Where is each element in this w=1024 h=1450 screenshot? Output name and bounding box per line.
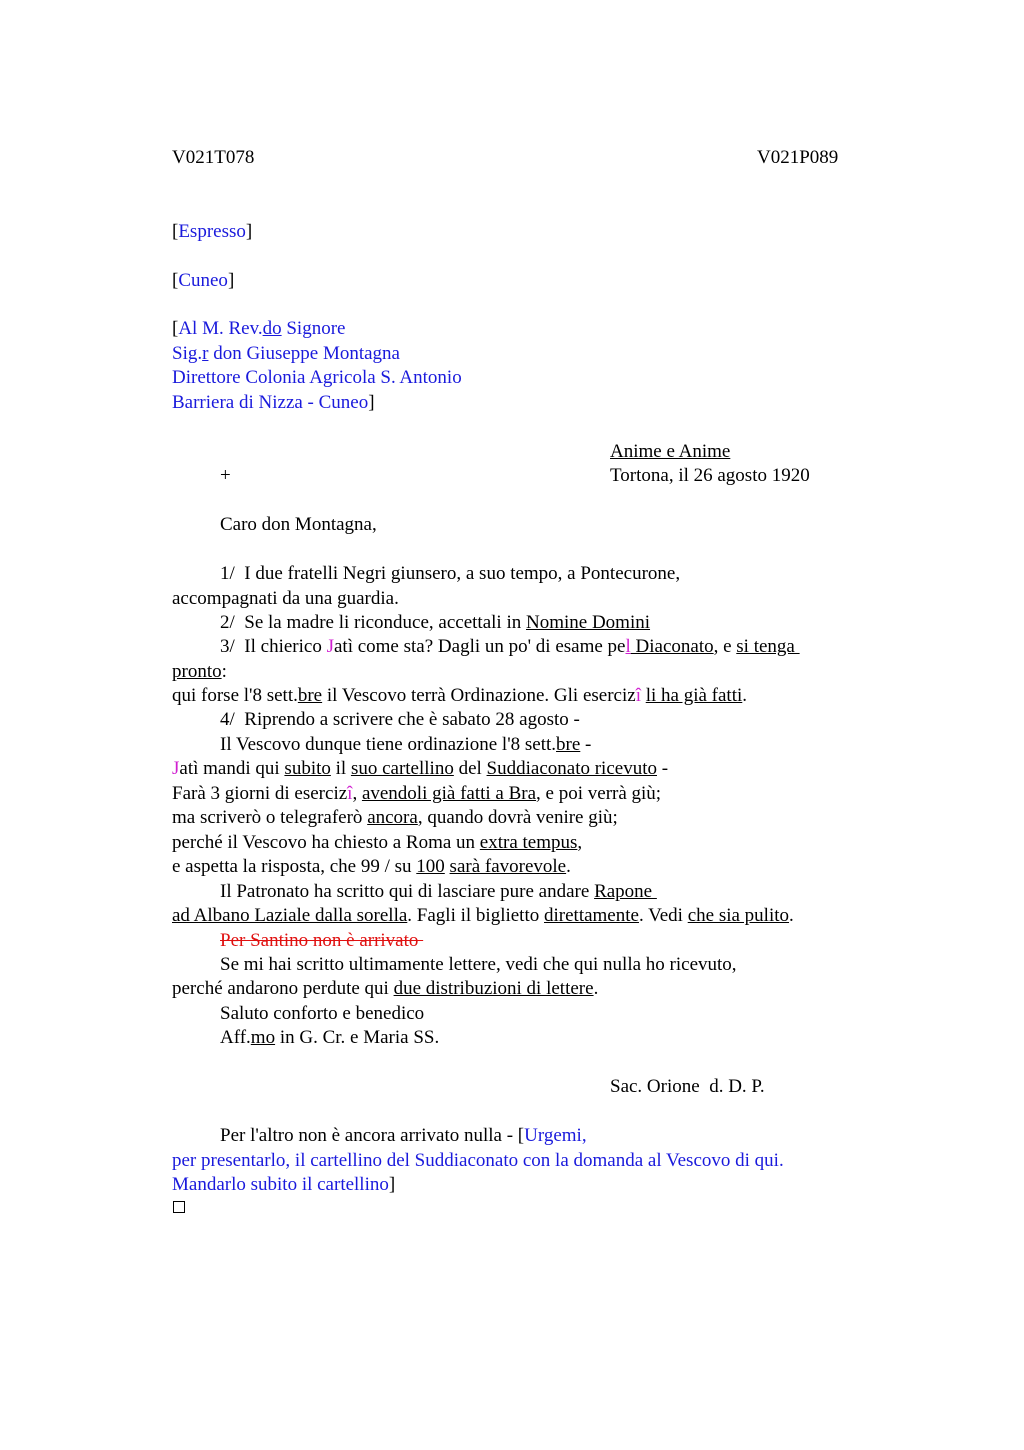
underlined-text: mo (250, 1027, 276, 1048)
motto: Anime e Anime (610, 441, 731, 462)
underlined-text: extra tempus (479, 832, 578, 853)
text: del (453, 758, 487, 779)
underlined-text: subito (284, 758, 331, 779)
body-line-14 (220, 880, 657, 904)
address-line-3: Direttore Colonia Agricola S. Antonio (172, 367, 462, 388)
underlined-text: Nomine Domini (526, 612, 651, 633)
text: in G. Cr. e Maria SS. (275, 1027, 440, 1048)
text: ma scriverò o telegraferò (172, 807, 368, 828)
text: : (221, 661, 227, 682)
body-line-13 (172, 855, 571, 879)
bracket-close: ] (368, 392, 375, 413)
envelope-city (172, 269, 234, 293)
body-line-12 (172, 831, 582, 855)
text: , (577, 832, 583, 853)
text: . (742, 685, 748, 706)
text: 2/ Se la madre li riconduce, accettali in (220, 612, 526, 633)
text: . Fagli il biglietto (407, 905, 544, 926)
text: Il Vescovo dunque tiene ordinazione l'8 sett. (220, 734, 557, 755)
text: e aspetta la risposta, che 99 / su (172, 856, 417, 877)
signature: Sac. Orione d. D. P. (610, 1076, 765, 1097)
underlined-text: Rapone (594, 881, 657, 902)
text: atì come sta? Dagli un po' di esame pe (333, 636, 626, 657)
text: perché andarono perdute qui (172, 978, 394, 999)
magenta-letter: J (326, 636, 334, 657)
underlined-text: che sia pulito (687, 905, 790, 926)
body-line-6 (172, 684, 747, 708)
text: 3/ Il chierico (220, 636, 327, 657)
underlined-text: li ha già fatti (645, 685, 743, 706)
body-line-11 (172, 806, 618, 830)
addr4-text: Barriera di Nizza - Cuneo (172, 392, 369, 413)
text: Farà 3 giorni di eserciz (172, 783, 348, 804)
postscript-line-2: per presentarlo, il cartellino del Suddiaconato con la domanda al Vescovo di qui. (172, 1150, 784, 1171)
body-line-4 (220, 635, 800, 659)
text: . Vedi (638, 905, 688, 926)
address-line-2 (172, 342, 400, 366)
address-line-1 (172, 317, 345, 341)
addr1-a: Al M. Rev. (178, 318, 263, 339)
address-line-4 (172, 391, 375, 415)
document-code-left: V021T078 (172, 147, 255, 168)
text: , quando dovrà venire giù; (417, 807, 618, 828)
editorial-text: Urgemi, (524, 1125, 587, 1146)
bracket-open: [ (172, 270, 179, 291)
text: , e poi verrà giù; (536, 783, 662, 804)
underlined-text: ad Albano Laziale dalla sorella (172, 905, 408, 926)
underlined-text: bre (556, 734, 581, 755)
addr1-u: do (262, 318, 282, 339)
body-line-19: Saluto conforto e benedico (220, 1003, 425, 1024)
text: perché il Vescovo ha chiesto a Roma un (172, 832, 480, 853)
underlined-text: due distribuzioni di lettere (393, 978, 594, 999)
text: il (330, 758, 351, 779)
bracket-close: ] (245, 221, 253, 242)
text: , e (713, 636, 737, 657)
addr2-u: r (202, 343, 209, 364)
body-line-20 (220, 1026, 439, 1050)
cross-symbol: + (220, 465, 231, 486)
body-line-15 (172, 904, 794, 928)
underlined-text: bre (297, 685, 323, 706)
text: - (656, 758, 669, 779)
body-line-2: accompagnati da una guardia. (172, 588, 399, 609)
city-text: Cuneo (178, 270, 228, 291)
end-box-icon (173, 1201, 185, 1213)
magenta-letter: î (347, 783, 353, 804)
text: Per l'altro non è ancora arrivato nulla - [ (220, 1125, 525, 1146)
addr1-b: Signore (281, 318, 346, 339)
text: qui forse l'8 sett. (172, 685, 298, 706)
magenta-letter: l (625, 636, 631, 657)
place-date: Tortona, il 26 agosto 1920 (610, 465, 810, 486)
text: Aff. (220, 1027, 251, 1048)
underlined-text: Diaconato (630, 636, 714, 657)
text: Il Patronato ha scritto qui di lasciare pure andare (220, 881, 595, 902)
envelope-mode (172, 220, 252, 244)
underlined-text: Suddiaconato ricevuto (486, 758, 657, 779)
text: - (580, 734, 592, 755)
document-code-right: V021P089 (757, 147, 839, 168)
text: il Vescovo terrà Ordinazione. Gli eserciz (322, 685, 636, 706)
body-line-8 (220, 733, 591, 757)
underlined-text: pronto (172, 661, 222, 682)
magenta-letter: î (635, 685, 641, 706)
postscript-line-3 (172, 1173, 395, 1197)
text: , (352, 783, 362, 804)
body-line-7: 4/ Riprendo a scrivere che è sabato 28 agosto - (220, 709, 580, 730)
body-line-3 (220, 611, 650, 635)
bracket-open: [ (172, 221, 179, 242)
underlined-text: direttamente (544, 905, 639, 926)
mode-text: Espresso (178, 221, 246, 242)
body-line-9 (172, 757, 668, 781)
text: ] (388, 1174, 396, 1195)
struck-line: Per Santino non è arrivato (220, 930, 424, 951)
text: . (566, 856, 571, 877)
text: . (789, 905, 794, 926)
addr2-a: Sig. (172, 343, 203, 364)
text: . (593, 978, 599, 999)
underlined-text: ancora (367, 807, 418, 828)
salutation: Caro don Montagna, (220, 514, 377, 535)
body-line-10 (172, 782, 661, 806)
body-line-5 (172, 660, 227, 684)
body-line-17: Se mi hai scritto ultimamente lettere, vedi che qui nulla ho ricevuto, (220, 954, 737, 975)
underlined-text: sarà favorevole (449, 856, 567, 877)
bracket-close: ] (227, 270, 235, 291)
postscript-line-1 (220, 1124, 587, 1148)
body-line-1: 1/ I due fratelli Negri giunsero, a suo tempo, a Pontecurone, (220, 563, 681, 584)
addr2-b: don Giuseppe Montagna (208, 343, 400, 364)
bracket-open: [ (172, 318, 179, 339)
magenta-letter: J (172, 758, 180, 779)
text: atì mandi qui (179, 758, 285, 779)
underlined-text: si tenga (736, 636, 800, 657)
underlined-text: avendoli già fatti a Bra (361, 783, 537, 804)
body-line-18 (172, 977, 598, 1001)
underlined-text: 100 (416, 856, 445, 877)
underlined-text: suo cartellino (350, 758, 454, 779)
editorial-text: Mandarlo subito il cartellino (172, 1174, 389, 1195)
